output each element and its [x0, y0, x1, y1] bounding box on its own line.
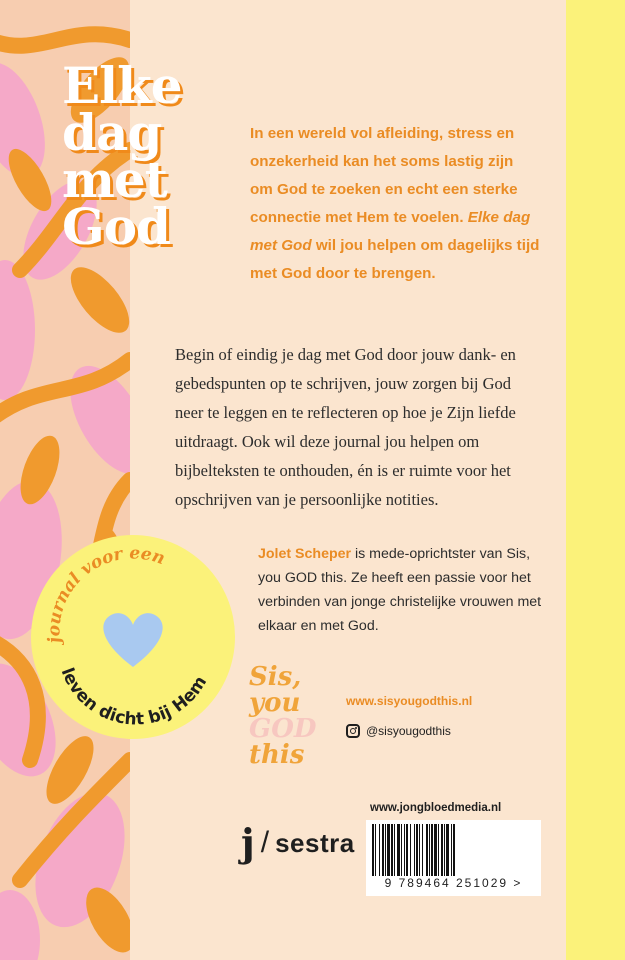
svg-text:leven dicht bij Hem [57, 665, 211, 729]
instagram-handle: @sisyougodthis [366, 724, 451, 738]
website-link[interactable]: www.sisyougodthis.nl [346, 694, 473, 708]
round-badge [31, 535, 235, 739]
author-bio [258, 542, 548, 638]
title-line: God [62, 197, 171, 256]
title-line: met [62, 150, 167, 209]
logo-word: you [249, 688, 301, 718]
badge-top-text: journal voor een [44, 543, 168, 645]
description-paragraph: Begin of eindig je dag met God door jouw dank- en gebedspunten op te schrijven, jouw zorgen bij God neer te leggen en te reflecteren op hoe je Zijn liefde uitdraagt. Ook wil deze journal jou helpen om bijbelteksten te onthouden, én is er ruimte voor het opschrijven van je persoonlijke notities. [175, 345, 516, 509]
publisher-slash: / [260, 826, 270, 859]
author-bio-text: is mede-oprichtster van Sis, you GOD this. Ze heeft een passie voor het verbinden van jonge christelijke vrouwen met elkaar en met God. [258, 546, 542, 634]
intro-paragraph [250, 120, 540, 288]
book-title [62, 56, 212, 256]
yellow-spine-strip [566, 0, 625, 960]
publisher-mark: j [241, 820, 255, 865]
heart-icon [103, 613, 162, 667]
publisher-logo [241, 820, 355, 865]
sis-you-god-this-logo [249, 664, 329, 768]
intro-text-part1: In een wereld vol afleiding, stress en onzekerheid kan het soms lastig zijn om God te zoeken en echt een sterke connectie met Hem te voelen. [250, 125, 518, 226]
badge-bottom-text: leven dicht bij Hem [56, 665, 212, 730]
intro-text-part2: wil jou helpen om dagelijks tijd met God door te brengen. [250, 237, 540, 282]
author-name: Jolet Scheper [258, 546, 352, 562]
isbn-number: 9 789464 251029 > [366, 876, 541, 890]
title-line: dag [62, 103, 162, 162]
logo-word: GOD [249, 714, 317, 744]
instagram-icon [346, 724, 360, 738]
title-line: Elke [62, 56, 182, 115]
logo-word: this [249, 740, 305, 770]
instagram-link[interactable] [346, 722, 451, 740]
intro-book-title: Elke dag met God [250, 209, 531, 254]
logo-word: Sis, [249, 662, 302, 692]
publisher-url: www.jongbloedmedia.nl [370, 802, 502, 814]
publisher-name: sestra [275, 827, 355, 858]
